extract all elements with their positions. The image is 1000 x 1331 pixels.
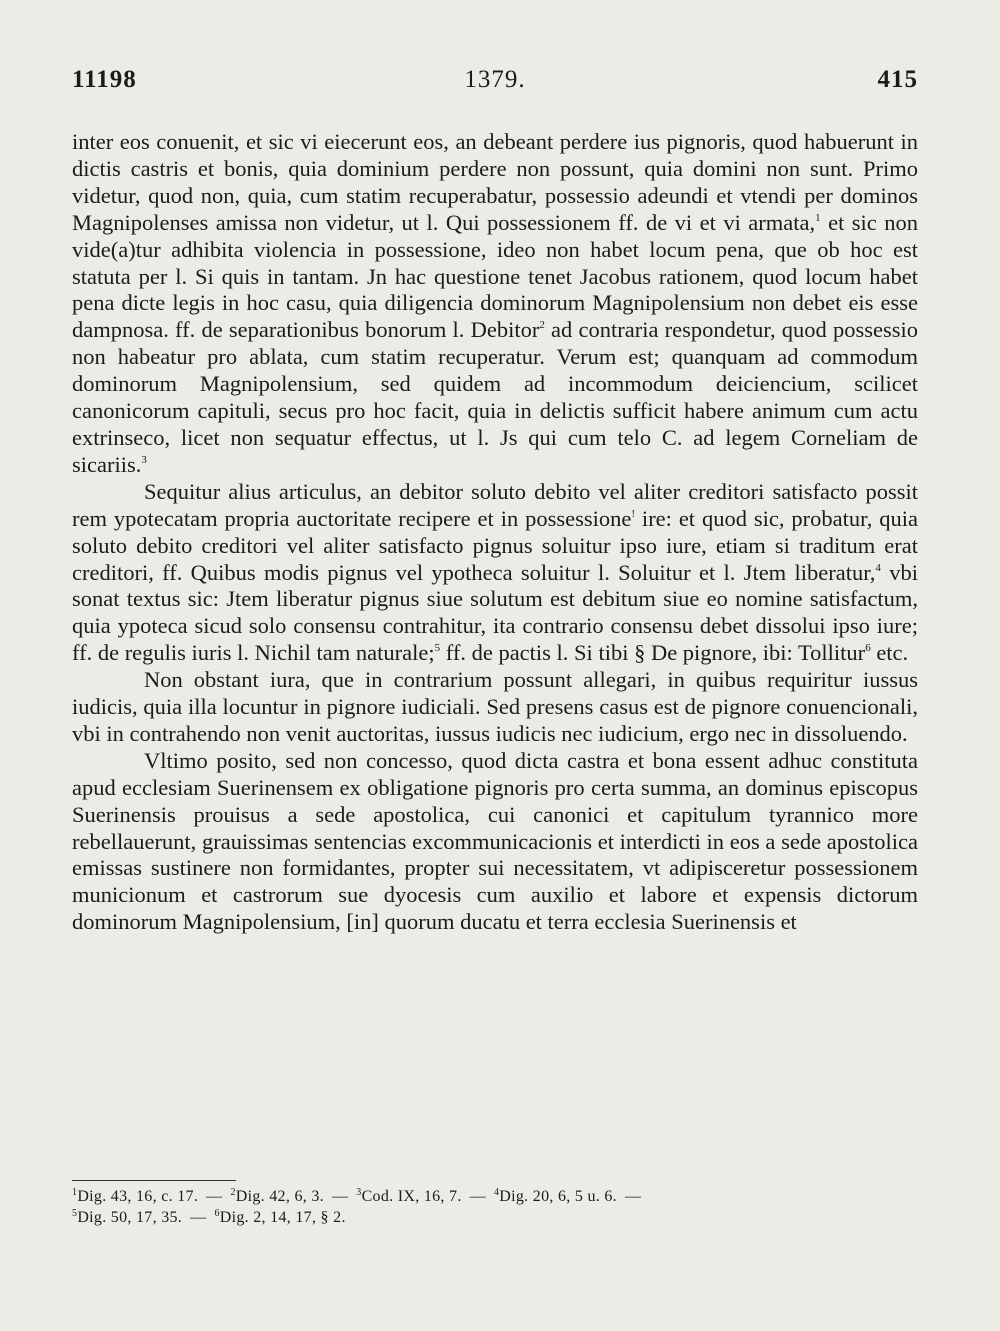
paragraph (72, 129, 918, 479)
footnote (230, 1188, 324, 1205)
text-run: Vltimo posito, sed non concesso, quod dicta castra et bona essent adhuc constituta apud ecclesiam Suerinensem ex obligatione pignoris pro certa summa, an dominus episcopus Suerinensis prouisus a sede apostolica, cui canonici et capitulum tyrannico more rebellauerunt, grauissimas sentencias excommunicacionis et interdicti in eos a sede apostolica emissas sustinere non formidantes, propter sui necessitatem, vt adipisceretur possessionem municionum et castrorum sue dyocesis cum auxilio et labore et expensis dictorum dominorum Magnipolensium, [in] quorum ducatu et terra ecclesia Suerinensis et (72, 747, 918, 935)
footnote-separator: — (206, 1188, 223, 1205)
footnote-marker: 5 (434, 642, 441, 655)
document-number: 11198 (72, 66, 137, 93)
footnote-number: 6 (214, 1208, 220, 1219)
footnote-reference: Dig. 2, 14, 17, § 2. (219, 1209, 346, 1226)
footnote-rule (72, 1180, 236, 1181)
footnote-line (72, 1207, 918, 1228)
text-run: ff. de pactis l. Si tibi § De pignore, ibi: Tollitur (440, 640, 866, 666)
text-run: inter eos conuenit, et sic vi eiecerunt eos, an debeant perdere ius pignoris, quod habuerunt in dictis castris et bonis, quia dominium perdere non possunt, quia domini non sunt. Primo videtur, quod non, quia, cum statim recuperabatur, possessio adeundi et vtendi per dominos Magnipolenses amissa non videtur, ut l. Qui possessionem ff. de vi et vi armata, (72, 129, 918, 235)
text-run: ire: et quod sic, probatur, quia soluto debito creditori vel aliter satisfacto pignus soluitur ipso iure, etiam si traditum erat creditori, ff. Quibus modis pignus vel ypotheca soluitur l. Soluitur et l. Jtem liberatur, (72, 505, 918, 585)
footnote (72, 1188, 198, 1205)
footnote-reference: Dig. 43, 16, c. 17. (77, 1188, 199, 1205)
footnote-marker: 3 (141, 453, 147, 466)
text-run: Sequitur alius articulus, an debitor soluto debito vel aliter creditori satisfacto possit rem ypotecatam propria auctoritate recipere et in possessione (72, 478, 918, 531)
footnote-line (72, 1186, 918, 1207)
footnote-marker: ! (631, 507, 636, 520)
footnote-reference: Dig. 50, 17, 35. (77, 1209, 183, 1226)
footnote-separator: — (190, 1209, 207, 1226)
text-run: etc. (870, 640, 909, 666)
footnote-marker: 4 (875, 561, 881, 574)
main-text (72, 129, 918, 936)
paragraph (72, 748, 918, 936)
footnote-number: 1 (72, 1187, 78, 1198)
footnote (356, 1188, 461, 1205)
footnote-separator: — (469, 1188, 486, 1205)
text-run: Non obstant iura, que in contrarium possunt allegari, in quibus requiritur iussus iudicis, quia illa locuntur in pignore iudiciali. Sed presens casus est de pignore conuencionali, vbi in contrahendo non venit auctoritas, iussus iudicis nec iudicium, ergo nec in dissoluendo. (72, 667, 918, 746)
footnote-separator: — (624, 1188, 642, 1205)
footnote (214, 1209, 345, 1226)
year-heading: 1379. (464, 66, 526, 93)
footnote (494, 1188, 617, 1205)
footnote-reference: Dig. 42, 6, 3. (235, 1188, 324, 1205)
text-run: et sic non vide(a)tur adhibita violencia in possessione, ideo non habet locum pena, que ob hoc est statuta per l. Si quis in tantam. Jn hac questione tenet Jacobus rationem, quod locum habet pena dicte legis in hoc casu, quia diligencia dominorum Magnipolensium non debet eis esse dampnosa. ff. de separationibus bonorum l. Debitor (72, 209, 919, 343)
footnote (72, 1209, 182, 1226)
footnote-number: 2 (230, 1187, 236, 1198)
footnote-number: 4 (493, 1187, 500, 1198)
footnote-reference: Dig. 20, 6, 5 u. 6. (499, 1188, 617, 1205)
text-run: vbi sonat textus sic: Jtem liberatur pignus siue solutum est debitum siue eo nomine satisfactum, quia ypoteca sicud solo consensu contrahitur, ita contrario consensu debet dissolui ipso iure; ff. de regulis iuris l. Nichil tam naturale; (72, 559, 918, 666)
footnote-separator: — (331, 1188, 349, 1205)
page-number: 415 (877, 66, 918, 93)
footnotes (72, 1186, 918, 1228)
paragraph (72, 479, 918, 667)
text-run: ad contraria respondetur, quod possessio non habeatur pro ablata, cum statim recuperatur. Verum est; quanquam ad commodum dominorum Magnipolensium, sed quidem ad incommodum deiciencium, scilicet canonicorum capituli, secus pro hoc facit, quia in delictis sufficit habere animum cum actu extrinseco, licet non sequatur effectus, ut l. Js qui cum telo C. ad legem Corneliam de sicariis. (72, 317, 918, 477)
footnote-reference: Cod. IX, 16, 7. (361, 1188, 462, 1205)
footnote-marker: 6 (865, 642, 871, 655)
paragraph (72, 667, 918, 748)
footnote-number: 5 (72, 1208, 78, 1219)
footnote-number: 3 (356, 1187, 362, 1198)
page-header (72, 66, 918, 106)
footnote-marker: 2 (539, 319, 545, 332)
footnote-marker: 1 (815, 211, 821, 224)
